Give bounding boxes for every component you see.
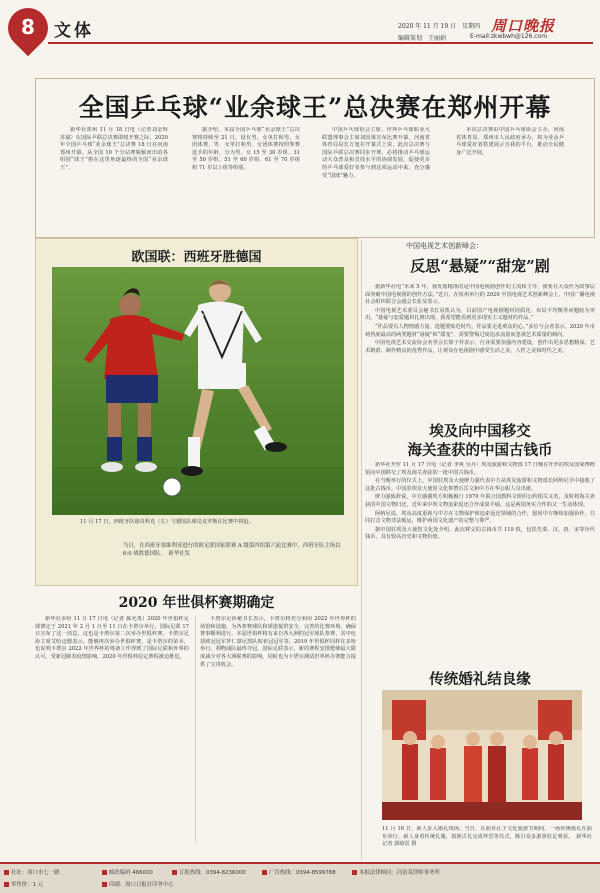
bullet-icon xyxy=(4,882,9,887)
football-match-photo xyxy=(52,267,344,515)
footer-item xyxy=(102,868,153,876)
footer-item xyxy=(4,868,60,876)
cwc-paragraph: 新华社多哈 11 月 17 日电（记者 郝允勇）2020 年世俱杯足球赛定于 2021 年 2 月 1 日至 11 日在卡塔尔举行。国际足联 17 日宣布了这一消息，这也是卡塔尔第二次举办世俱杯赛。卡塔尔足协主席艾哈迈德表示，能够再次举办世俱杯赛，是卡塔尔的荣幸，也说明卡塔尔 2022 年世界杯的筹备工作得到了国际足联和外界的认可。受新冠肺炎疫情影响，2020 年世俱杯原定赛程被迫推迟。 xyxy=(35,616,189,660)
coins-paragraph: 在当晚举行的仪式上，中国驻埃及大使廖力强代表中方从埃及旅游和文物部长阿纳尼手中接收了这批古钱币。中国驻埃及大使馆文化参赞石岳文和中方在华公职人员出席。 xyxy=(365,478,595,492)
footer-item xyxy=(102,880,174,888)
tv-paragraph: 中国电视艺术交流协会名誉会长徐子祥表示，行业需要加强内容建设，创作出更多思想精深、艺术精湛、制作精良的优秀作品，让观众在电视剧中感受生活之美、人性之美和时代之美。 xyxy=(365,340,595,354)
lead-column-4 xyxy=(456,127,564,235)
coins-story-body xyxy=(365,462,595,648)
footer-bar xyxy=(0,862,600,893)
football xyxy=(163,478,181,496)
cwc-column-left xyxy=(35,616,189,842)
lead-paragraph: 中国乒乓球协会主席、世界乒乓球职业大联盟理事会主席刘国梁宣布比赛开幕。河南省体育局局长万旭在开幕式上说，此次总决赛与国际乒联总决赛同步开赛，必将推动乒乓球运动大众普及和竞技水平的协调发展，促使更多的乒乓球爱好者参与到这项运动中来，充分感受“国球”魅力。 xyxy=(322,127,430,179)
coins-paragraph: 阿纳尼说，埃及高度重视与中方在文物保护和追索返还领域的合作，愿同中方继续加强协作，共同打击文物非法贩运，维护两国文化遗产的完整与尊严。 xyxy=(365,510,595,525)
section-title: 文体 xyxy=(54,21,94,41)
lead-column-2 xyxy=(192,127,300,235)
footer-text: 社址：周口市七一路 xyxy=(11,870,60,876)
coins-story-headline xyxy=(365,422,595,460)
photo-subcaption: 当日，在西班牙塞维利亚进行的欧足联国家联赛 A 级第四组第六轮比赛中，西班牙队主场以 6:0 战胜德国队。 新华社发 xyxy=(123,543,341,557)
bullet-icon xyxy=(102,870,107,875)
cwc-paragraph: 卡塔尔足协秘书长表示，卡塔尔将充分利用 2022 年世界杯的场馆和设施，为各参赛球队和球迷提供安全、完善的比赛环境，确保赛事顺利进行。本届世俱杯将有来自各大洲的冠军球队参赛，其中包括欧冠冠军拜仁慕尼黑队和亚冠冠军等。2019 年世俱杯同样在多哈举行，利物浦队最终夺冠。国际足联表示，新的赛程安排能够最大限度减少对各大洲联赛的影响，同时也为卡塔尔测试世界杯办赛能力提供了宝贵机会。 xyxy=(200,616,356,668)
column-divider xyxy=(361,240,362,860)
footer-item xyxy=(262,868,336,876)
header-rule xyxy=(48,42,593,44)
footer-item xyxy=(352,868,440,876)
footer-item xyxy=(4,880,43,888)
column-divider xyxy=(195,616,196,842)
bullet-icon xyxy=(102,882,107,887)
bullet-icon xyxy=(262,870,267,875)
tv-story-kicker: 中国电视艺术创新峰会： xyxy=(406,242,483,250)
paper-logo: 周口晚报 xyxy=(491,17,556,35)
photo-story-headline: 欧国联：西班牙胜德国 xyxy=(131,250,262,265)
tv-story-body xyxy=(365,284,595,414)
page-number: 8 xyxy=(21,15,35,39)
footer-text: 广告热线：0394-8599788 xyxy=(269,870,336,876)
footer-text: 订报热线：0394-8236000 xyxy=(179,870,246,876)
footer-item xyxy=(172,868,246,876)
coins-paragraph: 廖力强致辞说，中方感谢埃方积极履行 1970 年联合国教科文组织公约相关义务，及时将海关查获的中国文物归还。近年来中埃文物追索返还合作成果丰硕，这是两国务实合作的又一生动体现。 xyxy=(365,494,595,508)
footer-text: 本报法律顾问：河南某律师事务所 xyxy=(359,870,440,876)
coins-headline-line1: 埃及向中国移交 xyxy=(429,423,531,440)
lead-headline: 全国乒乓球“业余球王”总决赛在郑州开幕 xyxy=(78,93,552,122)
lead-column-1 xyxy=(60,127,168,235)
tv-paragraph: 中国电视艺术委员会秘书长易凯认为，目前国产电视剧题材同质化、布局不均衡等问题较为突出。“悬疑与恋爱题材扎堆出现，我希望能看到更多现实主义题材的作品。” xyxy=(365,307,595,322)
footer-text: 零售价：1 元 xyxy=(11,882,44,888)
coins-paragraph: 新华社开罗 11 月 17 日电（记者 李爽 吴丹）埃及旅游和文物部 17 日晚在开罗的埃及国家博物馆向中国移交了埃及海关查获的一批中国古钱币。 xyxy=(365,462,595,476)
bullet-icon xyxy=(4,870,9,875)
bullet-icon xyxy=(352,870,357,875)
photo-caption: 11 月 17 日，西班牙队球员科克（左）与德国队球员克罗斯在比赛中拼抢。 xyxy=(80,519,254,525)
tv-paragraph: 据新华社电“未来 5 年，我发愿精准的是中国电视剧创作的主流和主导，我要在大众作为故事层面突破中国电视剧的创作方法。”近日，在杭州举行的 2020 中国电视艺术创新峰会上，中国广播电视社会组织联合会副会长张显表示。 xyxy=(365,284,595,306)
lead-paragraph: 新华社郑州 11 月 18 日电（记者刘金辉 苏斌）在国际乒联总决赛即将开赛之际，2020 年全国乒乓球“业余球王”总决赛 18 日在河南郑州开幕。从全国 10 个分站赛脱颖而出的各组别“球王”将在这里角逐最终的全国“业余球王”。 xyxy=(60,127,168,171)
tv-story-headline: 反思“悬疑”“甜宠”剧 xyxy=(410,257,550,275)
cwc-column-right xyxy=(200,616,356,842)
lead-paragraph: 本次总决赛由中国乒乓球协会主办，河南省体育局、郑州市人民政府承办，将为业余乒乓球爱好者搭建展示自我的平台，推动全民健身广泛开展。 xyxy=(456,127,564,156)
coins-paragraph: 据中国驻埃及大使馆文化处介绍，此次移交的古钱币共 119 枚，包括先秦、汉、唐、宋等历代钱币，具有较高历史和文物价值。 xyxy=(365,526,595,541)
footer-text: 邮政编码 466000 xyxy=(109,870,153,876)
footer-text: 印刷：周口日报社印务中心 xyxy=(109,882,174,888)
coins-headline-line2: 海关查获的中国古钱币 xyxy=(407,442,553,459)
cwc-story-headline: 2020 年世俱杯赛期确定 xyxy=(118,595,275,611)
wedding-story-headline: 传统婚礼结良缘 xyxy=(429,671,531,688)
editor-credit: 编辑策划 王丽娟 xyxy=(398,35,447,42)
bullet-icon xyxy=(172,870,177,875)
section-email: E-mail:zkwbwh@126.com xyxy=(470,33,548,40)
lead-column-3 xyxy=(322,127,430,235)
tv-paragraph: “作品要有人物情感力量，选题要贴近时代，作品要走进观众的心。”多位与会者表示，2020 年市场热度最高的两类题材“悬疑”和“甜宠”，需要警惕过度追求流量而忽视艺术质量的倾向。 xyxy=(365,323,595,338)
lead-paragraph: 据介绍，本届全国乒乓球“业余球王”总决赛将持续至 21 日，设有男、女单打和男、女团体赛，男、女单打和男、女团体赛按照参赛选手的年龄，分为男、女 15 至 30 岁组、31 至 50 岁组、51 至 60 岁组、61 至 70 岁组和 71 岁以上组等组别。 xyxy=(192,127,300,171)
wedding-photo xyxy=(382,690,582,820)
issue-date: 2020 年 11 月 19 日 星期四 xyxy=(398,23,481,30)
wedding-caption: 11 月 16 日，新人步入婚礼现场。当日，在曲阜孔子文化旅游节期间，一场传统婚礼在曲阜举行，新人身着传统礼服，按照古礼完成拜堂等仪式，吸引众多游客驻足观看。 新华社记者 郭绪雷 摄 xyxy=(382,826,592,848)
